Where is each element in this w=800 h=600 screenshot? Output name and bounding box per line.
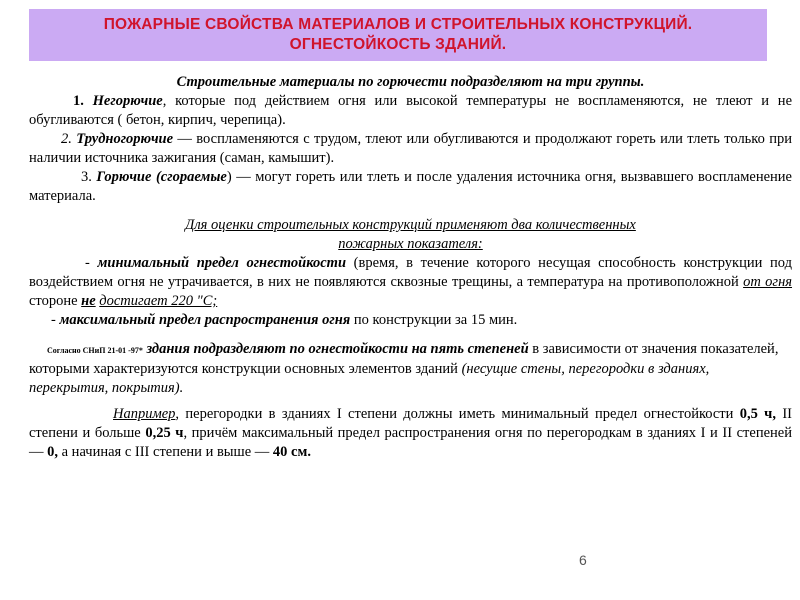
example-value-4: 40 см. xyxy=(272,444,311,460)
degrees-paragraph xyxy=(29,340,792,398)
group-1-term: Негорючие xyxy=(92,93,163,109)
slide-body xyxy=(29,73,792,462)
group-2-text: — воспламеняются с трудом, тлеют или обугливаются и продолжают гореть или тлеть только при наличии источника зажигания (саман, камышит). xyxy=(29,131,792,166)
example-paragraph xyxy=(29,405,792,462)
indicators-heading-line-2: пожарных показателя: xyxy=(338,236,483,252)
indicator-1-not: не xyxy=(81,293,96,309)
indicators-heading-line-1: Для оценки строительных конструкций применяют два количественных xyxy=(185,217,636,233)
group-1-paragraph xyxy=(29,92,792,130)
group-3-paragraph xyxy=(29,168,792,206)
group-2-number: 2. xyxy=(61,131,77,147)
degrees-parenthetical: (несущие стены, перегородки в зданиях, перекрытия, покрытия). xyxy=(29,361,710,396)
group-1-text: , которые под действием огня или высокой температуры не воспламеняются, не тлеют и не обугливаются ( бетон, кирпич, черепица). xyxy=(29,93,793,128)
title-line-1: ПОЖАРНЫЕ СВОЙСТВА МАТЕРИАЛОВ И СТРОИТЕЛЬНЫХ КОНСТРУКЦИЙ. xyxy=(103,16,693,33)
indicator-1-dash: - xyxy=(85,255,98,271)
indicator-2-text: по конструкции за 15 мин. xyxy=(350,312,518,328)
example-text-a: , перегородки в зданиях I степени должны иметь минимальный предел огнестойкости xyxy=(175,406,740,422)
indicator-2-paragraph xyxy=(29,311,792,330)
group-1-number: 1. xyxy=(73,93,93,109)
page-number: 6 xyxy=(579,552,587,568)
indicator-1-side: стороне xyxy=(29,293,82,309)
group-2-term: Трудногорючие xyxy=(76,131,174,147)
groups-heading: Строительные материалы по горючести подразделяют на три группы. xyxy=(176,74,645,90)
indicator-2-term: максимальный предел распространения огня xyxy=(59,312,351,328)
example-text-d: а начиная с III степени и выше — xyxy=(58,444,273,460)
title-banner xyxy=(29,9,767,61)
degrees-text: в зависимости от значения показателей, которыми характеризуются конструкции основных элементов зданий xyxy=(29,341,779,377)
example-value-2: 0,25 ч xyxy=(145,425,184,441)
degrees-lead: здания подразделяют по огнестойкости на пять степеней xyxy=(142,341,529,357)
indicator-1-paragraph xyxy=(29,254,792,311)
indicator-1-text: (время, в течение которого несущая способность конструкции под воздействием огня не утрачивается, в них не появляются сквозные трещины, а температура на противоположной xyxy=(29,255,792,290)
group-3-text: ) — могут гореть или тлеть и после удаления источника огня, вызвавшего воспламенение материала. xyxy=(29,169,792,204)
indicator-2-dash: - xyxy=(51,312,60,328)
group-2-paragraph xyxy=(29,130,792,168)
indicator-1-term: минимальный предел огнестойкости xyxy=(97,255,347,271)
group-3-number: 3. xyxy=(81,169,97,185)
group-3-term: Горючие (сгораемые xyxy=(96,169,227,185)
example-text-c: , причём максимальный предел распространения огня по перегородкам в зданиях I и II степеней — xyxy=(29,425,792,460)
example-text-b: II степени и больше xyxy=(29,406,792,441)
snip-reference: Согласно СНиП 21-01 -97* xyxy=(47,346,143,355)
example-word: Например xyxy=(113,406,176,422)
title-line-2: ОГНЕСТОЙКОСТЬ ЗДАНИЙ. xyxy=(289,36,507,53)
indicator-1-from-fire: от огня xyxy=(743,274,793,290)
example-value-1: 0,5 ч, xyxy=(739,406,776,422)
indicator-1-reach: достигает 220 "С; xyxy=(99,293,218,309)
example-value-3: 0, xyxy=(47,444,58,460)
